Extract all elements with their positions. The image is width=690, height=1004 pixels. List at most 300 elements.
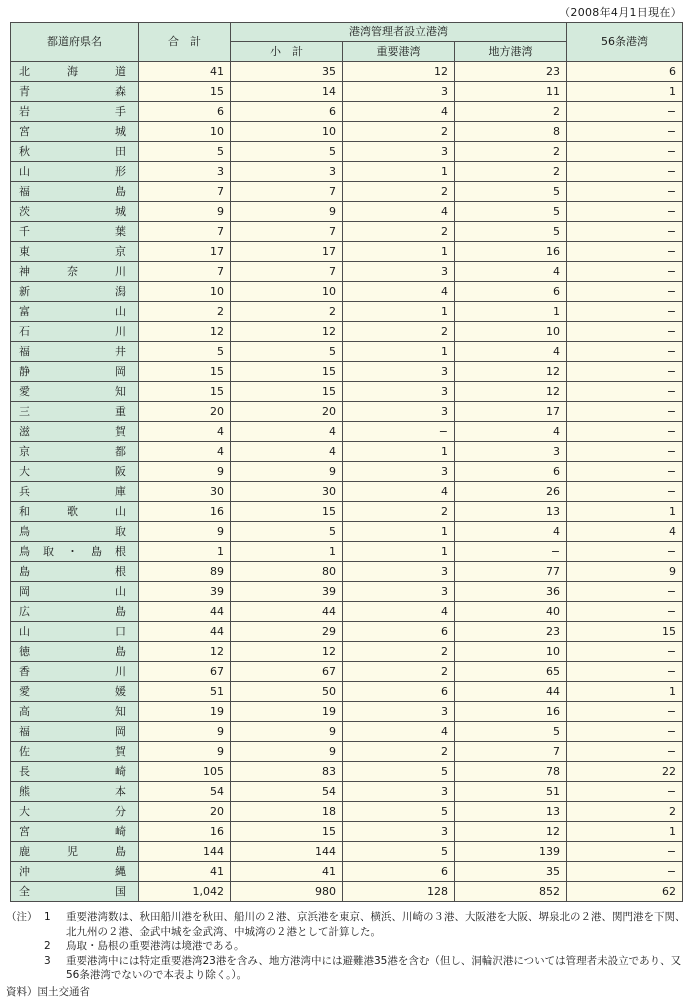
prefecture-cell: 沖縄 xyxy=(11,862,139,882)
note-item xyxy=(6,954,686,983)
art56-port-cell: − xyxy=(567,282,683,302)
total-cell: 30 xyxy=(139,482,231,502)
prefecture-cell: 山口 xyxy=(11,622,139,642)
table-row xyxy=(11,62,683,82)
local-port-cell: 852 xyxy=(455,882,567,902)
table-row xyxy=(11,322,683,342)
total-cell: 9 xyxy=(139,742,231,762)
major-port-cell: 3 xyxy=(343,702,455,722)
total-cell: 89 xyxy=(139,562,231,582)
art56-port-cell: − xyxy=(567,302,683,322)
prefecture-cell: 全国 xyxy=(11,882,139,902)
table-row xyxy=(11,562,683,582)
prefecture-cell: 石川 xyxy=(11,322,139,342)
total-cell: 41 xyxy=(139,862,231,882)
subtotal-cell: 5 xyxy=(231,522,343,542)
subtotal-cell: 5 xyxy=(231,342,343,362)
total-cell: 6 xyxy=(139,102,231,122)
prefecture-cell: 岩手 xyxy=(11,102,139,122)
subtotal-cell: 41 xyxy=(231,862,343,882)
subtotal-cell: 12 xyxy=(231,322,343,342)
note-number: 2 xyxy=(44,940,51,952)
major-port-cell: 2 xyxy=(343,742,455,762)
local-port-cell: 5 xyxy=(455,722,567,742)
total-cell: 12 xyxy=(139,322,231,342)
local-port-cell: 8 xyxy=(455,122,567,142)
subtotal-cell: 30 xyxy=(231,482,343,502)
prefecture-cell: 愛知 xyxy=(11,382,139,402)
table-row xyxy=(11,342,683,362)
subtotal-cell: 9 xyxy=(231,202,343,222)
art56-port-cell: − xyxy=(567,222,683,242)
art56-port-cell: − xyxy=(567,442,683,462)
prefecture-cell: 宮城 xyxy=(11,122,139,142)
local-port-cell: 139 xyxy=(455,842,567,862)
total-cell: 20 xyxy=(139,802,231,822)
subtotal-cell: 980 xyxy=(231,882,343,902)
table-row xyxy=(11,662,683,682)
table-row xyxy=(11,302,683,322)
local-port-cell: 40 xyxy=(455,602,567,622)
art56-port-cell: − xyxy=(567,602,683,622)
total-cell: 51 xyxy=(139,682,231,702)
art56-port-cell: − xyxy=(567,722,683,742)
table-row xyxy=(11,762,683,782)
prefecture-cell: 兵庫 xyxy=(11,482,139,502)
header-art56: 56条港湾 xyxy=(567,23,683,62)
prefecture-cell: 千葉 xyxy=(11,222,139,242)
prefecture-cell: 鹿児島 xyxy=(11,842,139,862)
subtotal-cell: 15 xyxy=(231,502,343,522)
table-row xyxy=(11,222,683,242)
major-port-cell: 3 xyxy=(343,582,455,602)
total-cell: 2 xyxy=(139,302,231,322)
total-cell: 1,042 xyxy=(139,882,231,902)
subtotal-cell: 15 xyxy=(231,822,343,842)
major-port-cell: 1 xyxy=(343,522,455,542)
local-port-cell: 5 xyxy=(455,222,567,242)
major-port-cell: 4 xyxy=(343,602,455,622)
art56-port-cell: − xyxy=(567,262,683,282)
local-port-cell: 5 xyxy=(455,182,567,202)
local-port-cell: 4 xyxy=(455,262,567,282)
prefecture-cell: 秋田 xyxy=(11,142,139,162)
art56-port-cell: − xyxy=(567,182,683,202)
prefecture-cell: 富山 xyxy=(11,302,139,322)
table-row xyxy=(11,362,683,382)
art56-port-cell: − xyxy=(567,342,683,362)
major-port-cell: 5 xyxy=(343,762,455,782)
note-number: 1 xyxy=(44,911,51,923)
major-port-cell: 6 xyxy=(343,862,455,882)
local-port-cell: 4 xyxy=(455,342,567,362)
local-port-cell: 44 xyxy=(455,682,567,702)
table-row xyxy=(11,462,683,482)
art56-port-cell: − xyxy=(567,542,683,562)
major-port-cell: − xyxy=(343,422,455,442)
table-row xyxy=(11,502,683,522)
total-cell: 5 xyxy=(139,342,231,362)
subtotal-cell: 6 xyxy=(231,102,343,122)
table-row xyxy=(11,682,683,702)
subtotal-cell: 9 xyxy=(231,462,343,482)
note-item xyxy=(6,910,686,939)
major-port-cell: 1 xyxy=(343,162,455,182)
local-port-cell: 6 xyxy=(455,462,567,482)
subtotal-cell: 20 xyxy=(231,402,343,422)
art56-port-cell: − xyxy=(567,862,683,882)
art56-port-cell: − xyxy=(567,702,683,722)
local-port-cell: 10 xyxy=(455,322,567,342)
major-port-cell: 3 xyxy=(343,462,455,482)
major-port-cell: 6 xyxy=(343,622,455,642)
note-text: 重要港湾数は、秋田船川港を秋田、船川の２港、京浜港を東京、横浜、川崎の３港、大阪港を大阪、堺泉北の２港、関門港を下関、北九州の２港、金武中城を金武湾、中城湾の２港として計算した。 xyxy=(66,911,686,938)
major-port-cell: 12 xyxy=(343,62,455,82)
subtotal-cell: 7 xyxy=(231,262,343,282)
major-port-cell: 1 xyxy=(343,302,455,322)
prefecture-cell: 新潟 xyxy=(11,282,139,302)
local-port-cell: 6 xyxy=(455,282,567,302)
total-cell: 5 xyxy=(139,142,231,162)
total-cell: 7 xyxy=(139,182,231,202)
subtotal-cell: 7 xyxy=(231,222,343,242)
subtotal-cell: 19 xyxy=(231,702,343,722)
prefecture-cell: 大分 xyxy=(11,802,139,822)
total-cell: 9 xyxy=(139,522,231,542)
table-row xyxy=(11,602,683,622)
table-row xyxy=(11,182,683,202)
total-cell: 20 xyxy=(139,402,231,422)
major-port-cell: 2 xyxy=(343,222,455,242)
art56-port-cell: − xyxy=(567,742,683,762)
note-text: 鳥取・島根の重要港湾は境港である。 xyxy=(66,940,245,952)
total-cell: 15 xyxy=(139,82,231,102)
prefecture-cell: 青森 xyxy=(11,82,139,102)
art56-port-cell: 1 xyxy=(567,502,683,522)
total-cell: 16 xyxy=(139,822,231,842)
total-cell: 9 xyxy=(139,202,231,222)
table-row xyxy=(11,802,683,822)
prefecture-cell: 福井 xyxy=(11,342,139,362)
subtotal-cell: 18 xyxy=(231,802,343,822)
major-port-cell: 4 xyxy=(343,202,455,222)
prefecture-cell: 徳島 xyxy=(11,642,139,662)
art56-port-cell: − xyxy=(567,582,683,602)
total-cell: 105 xyxy=(139,762,231,782)
total-cell: 7 xyxy=(139,222,231,242)
total-row xyxy=(11,882,683,902)
total-cell: 16 xyxy=(139,502,231,522)
local-port-cell: 78 xyxy=(455,762,567,782)
date-note: （2008年4月1日現在） xyxy=(559,6,682,19)
table-row xyxy=(11,782,683,802)
prefecture-cell: 香川 xyxy=(11,662,139,682)
subtotal-cell: 54 xyxy=(231,782,343,802)
subtotal-cell: 10 xyxy=(231,122,343,142)
table-row xyxy=(11,582,683,602)
prefecture-cell: 山形 xyxy=(11,162,139,182)
prefecture-cell: 鳥取 xyxy=(11,522,139,542)
total-cell: 4 xyxy=(139,442,231,462)
total-cell: 19 xyxy=(139,702,231,722)
major-port-cell: 2 xyxy=(343,182,455,202)
subtotal-cell: 83 xyxy=(231,762,343,782)
local-port-cell: 7 xyxy=(455,742,567,762)
major-port-cell: 4 xyxy=(343,282,455,302)
major-port-cell: 1 xyxy=(343,342,455,362)
local-port-cell: 4 xyxy=(455,422,567,442)
total-cell: 44 xyxy=(139,622,231,642)
table-row xyxy=(11,862,683,882)
subtotal-cell: 17 xyxy=(231,242,343,262)
local-port-cell: 4 xyxy=(455,522,567,542)
prefecture-cell: 熊本 xyxy=(11,782,139,802)
total-cell: 9 xyxy=(139,462,231,482)
table-row xyxy=(11,622,683,642)
total-cell: 1 xyxy=(139,542,231,562)
total-cell: 144 xyxy=(139,842,231,862)
table-row xyxy=(11,102,683,122)
subtotal-cell: 35 xyxy=(231,62,343,82)
prefecture-cell: 福岡 xyxy=(11,722,139,742)
subtotal-cell: 44 xyxy=(231,602,343,622)
total-cell: 7 xyxy=(139,262,231,282)
art56-port-cell: 9 xyxy=(567,562,683,582)
total-cell: 39 xyxy=(139,582,231,602)
major-port-cell: 128 xyxy=(343,882,455,902)
prefecture-cell: 長崎 xyxy=(11,762,139,782)
major-port-cell: 3 xyxy=(343,142,455,162)
art56-port-cell: 22 xyxy=(567,762,683,782)
major-port-cell: 3 xyxy=(343,562,455,582)
local-port-cell: 23 xyxy=(455,622,567,642)
table-row xyxy=(11,742,683,762)
subtotal-cell: 4 xyxy=(231,442,343,462)
local-port-cell: 3 xyxy=(455,442,567,462)
art56-port-cell: 6 xyxy=(567,62,683,82)
prefecture-cell: 滋賀 xyxy=(11,422,139,442)
subtotal-cell: 10 xyxy=(231,282,343,302)
note-item xyxy=(6,939,686,954)
major-port-cell: 3 xyxy=(343,82,455,102)
header-subtotal: 小 計 xyxy=(231,42,343,62)
prefecture-cell: 広島 xyxy=(11,602,139,622)
prefecture-cell: 鳥取・島根 xyxy=(11,542,139,562)
table-row xyxy=(11,422,683,442)
total-cell: 4 xyxy=(139,422,231,442)
note-mark: （注） xyxy=(6,911,38,923)
local-port-cell: 2 xyxy=(455,162,567,182)
subtotal-cell: 9 xyxy=(231,742,343,762)
table-row xyxy=(11,442,683,462)
total-cell: 12 xyxy=(139,642,231,662)
art56-port-cell: − xyxy=(567,202,683,222)
table-row xyxy=(11,482,683,502)
subtotal-cell: 4 xyxy=(231,422,343,442)
art56-port-cell: − xyxy=(567,482,683,502)
table-row xyxy=(11,242,683,262)
art56-port-cell: 2 xyxy=(567,802,683,822)
total-cell: 15 xyxy=(139,362,231,382)
table-row xyxy=(11,142,683,162)
art56-port-cell: − xyxy=(567,362,683,382)
art56-port-cell: − xyxy=(567,422,683,442)
art56-port-cell: − xyxy=(567,842,683,862)
major-port-cell: 6 xyxy=(343,682,455,702)
table-row xyxy=(11,202,683,222)
table-row xyxy=(11,82,683,102)
table-row xyxy=(11,842,683,862)
local-port-cell: 16 xyxy=(455,242,567,262)
local-port-cell: 17 xyxy=(455,402,567,422)
subtotal-cell: 14 xyxy=(231,82,343,102)
local-port-cell: 36 xyxy=(455,582,567,602)
art56-port-cell: − xyxy=(567,122,683,142)
subtotal-cell: 50 xyxy=(231,682,343,702)
major-port-cell: 1 xyxy=(343,242,455,262)
major-port-cell: 5 xyxy=(343,842,455,862)
local-port-cell: 12 xyxy=(455,362,567,382)
local-port-cell: 35 xyxy=(455,862,567,882)
local-port-cell: 12 xyxy=(455,382,567,402)
prefecture-cell: 静岡 xyxy=(11,362,139,382)
prefecture-cell: 宮崎 xyxy=(11,822,139,842)
local-port-cell: 12 xyxy=(455,822,567,842)
subtotal-cell: 12 xyxy=(231,642,343,662)
prefecture-cell: 高知 xyxy=(11,702,139,722)
table-row xyxy=(11,722,683,742)
prefecture-cell: 東京 xyxy=(11,242,139,262)
local-port-cell: 13 xyxy=(455,802,567,822)
local-port-cell: 1 xyxy=(455,302,567,322)
art56-port-cell: − xyxy=(567,242,683,262)
art56-port-cell: − xyxy=(567,102,683,122)
subtotal-cell: 2 xyxy=(231,302,343,322)
art56-port-cell: 4 xyxy=(567,522,683,542)
total-cell: 44 xyxy=(139,602,231,622)
prefecture-cell: 北海道 xyxy=(11,62,139,82)
table-row xyxy=(11,282,683,302)
prefecture-cell: 神奈川 xyxy=(11,262,139,282)
local-port-cell: 13 xyxy=(455,502,567,522)
total-cell: 10 xyxy=(139,282,231,302)
local-port-cell: 26 xyxy=(455,482,567,502)
total-cell: 41 xyxy=(139,62,231,82)
total-cell: 10 xyxy=(139,122,231,142)
major-port-cell: 2 xyxy=(343,642,455,662)
art56-port-cell: − xyxy=(567,382,683,402)
art56-port-cell: 1 xyxy=(567,682,683,702)
header-local: 地方港湾 xyxy=(455,42,567,62)
subtotal-cell: 80 xyxy=(231,562,343,582)
notes xyxy=(6,910,686,983)
total-cell: 3 xyxy=(139,162,231,182)
major-port-cell: 1 xyxy=(343,442,455,462)
table-row xyxy=(11,262,683,282)
total-cell: 17 xyxy=(139,242,231,262)
local-port-cell: 16 xyxy=(455,702,567,722)
subtotal-cell: 67 xyxy=(231,662,343,682)
art56-port-cell: 15 xyxy=(567,622,683,642)
note-text: 重要港湾中には特定重要港湾23港を含み、地方港湾中には避難港35港を含む（但し、洞輪沢港については管理者未設立であり、又56条港湾でないので本表より除く。）。 xyxy=(66,954,682,981)
table-row xyxy=(11,162,683,182)
table-row xyxy=(11,122,683,142)
table-row xyxy=(11,382,683,402)
local-port-cell: 11 xyxy=(455,82,567,102)
prefecture-cell: 三重 xyxy=(11,402,139,422)
subtotal-cell: 15 xyxy=(231,382,343,402)
art56-port-cell: − xyxy=(567,162,683,182)
subtotal-cell: 3 xyxy=(231,162,343,182)
note-number: 3 xyxy=(44,954,51,967)
major-port-cell: 4 xyxy=(343,102,455,122)
prefecture-cell: 岡山 xyxy=(11,582,139,602)
major-port-cell: 1 xyxy=(343,542,455,562)
major-port-cell: 3 xyxy=(343,402,455,422)
prefecture-cell: 和歌山 xyxy=(11,502,139,522)
art56-port-cell: 1 xyxy=(567,822,683,842)
local-port-cell: 77 xyxy=(455,562,567,582)
table-row xyxy=(11,822,683,842)
art56-port-cell: − xyxy=(567,142,683,162)
art56-port-cell: 1 xyxy=(567,82,683,102)
prefecture-cell: 島根 xyxy=(11,562,139,582)
local-port-cell: 2 xyxy=(455,102,567,122)
total-cell: 54 xyxy=(139,782,231,802)
subtotal-cell: 1 xyxy=(231,542,343,562)
major-port-cell: 2 xyxy=(343,322,455,342)
major-port-cell: 3 xyxy=(343,362,455,382)
source-note: 資料）国土交通省 xyxy=(6,986,90,998)
local-port-cell: 2 xyxy=(455,142,567,162)
art56-port-cell: − xyxy=(567,642,683,662)
major-port-cell: 2 xyxy=(343,502,455,522)
table-row xyxy=(11,402,683,422)
total-cell: 67 xyxy=(139,662,231,682)
local-port-cell: 5 xyxy=(455,202,567,222)
art56-port-cell: − xyxy=(567,402,683,422)
port-count-table xyxy=(10,22,683,902)
art56-port-cell: − xyxy=(567,462,683,482)
total-cell: 15 xyxy=(139,382,231,402)
local-port-cell: − xyxy=(455,542,567,562)
local-port-cell: 10 xyxy=(455,642,567,662)
table-row xyxy=(11,522,683,542)
local-port-cell: 51 xyxy=(455,782,567,802)
major-port-cell: 4 xyxy=(343,482,455,502)
header-major: 重要港湾 xyxy=(343,42,455,62)
prefecture-cell: 福島 xyxy=(11,182,139,202)
art56-port-cell: 62 xyxy=(567,882,683,902)
prefecture-cell: 茨城 xyxy=(11,202,139,222)
art56-port-cell: − xyxy=(567,322,683,342)
major-port-cell: 2 xyxy=(343,122,455,142)
header-total: 合 計 xyxy=(139,23,231,62)
prefecture-cell: 大阪 xyxy=(11,462,139,482)
prefecture-cell: 佐賀 xyxy=(11,742,139,762)
total-cell: 9 xyxy=(139,722,231,742)
subtotal-cell: 144 xyxy=(231,842,343,862)
major-port-cell: 4 xyxy=(343,722,455,742)
subtotal-cell: 39 xyxy=(231,582,343,602)
prefecture-cell: 京都 xyxy=(11,442,139,462)
header-prefecture: 都道府県名 xyxy=(11,23,139,62)
table-row xyxy=(11,642,683,662)
subtotal-cell: 29 xyxy=(231,622,343,642)
major-port-cell: 3 xyxy=(343,382,455,402)
major-port-cell: 3 xyxy=(343,262,455,282)
art56-port-cell: − xyxy=(567,782,683,802)
